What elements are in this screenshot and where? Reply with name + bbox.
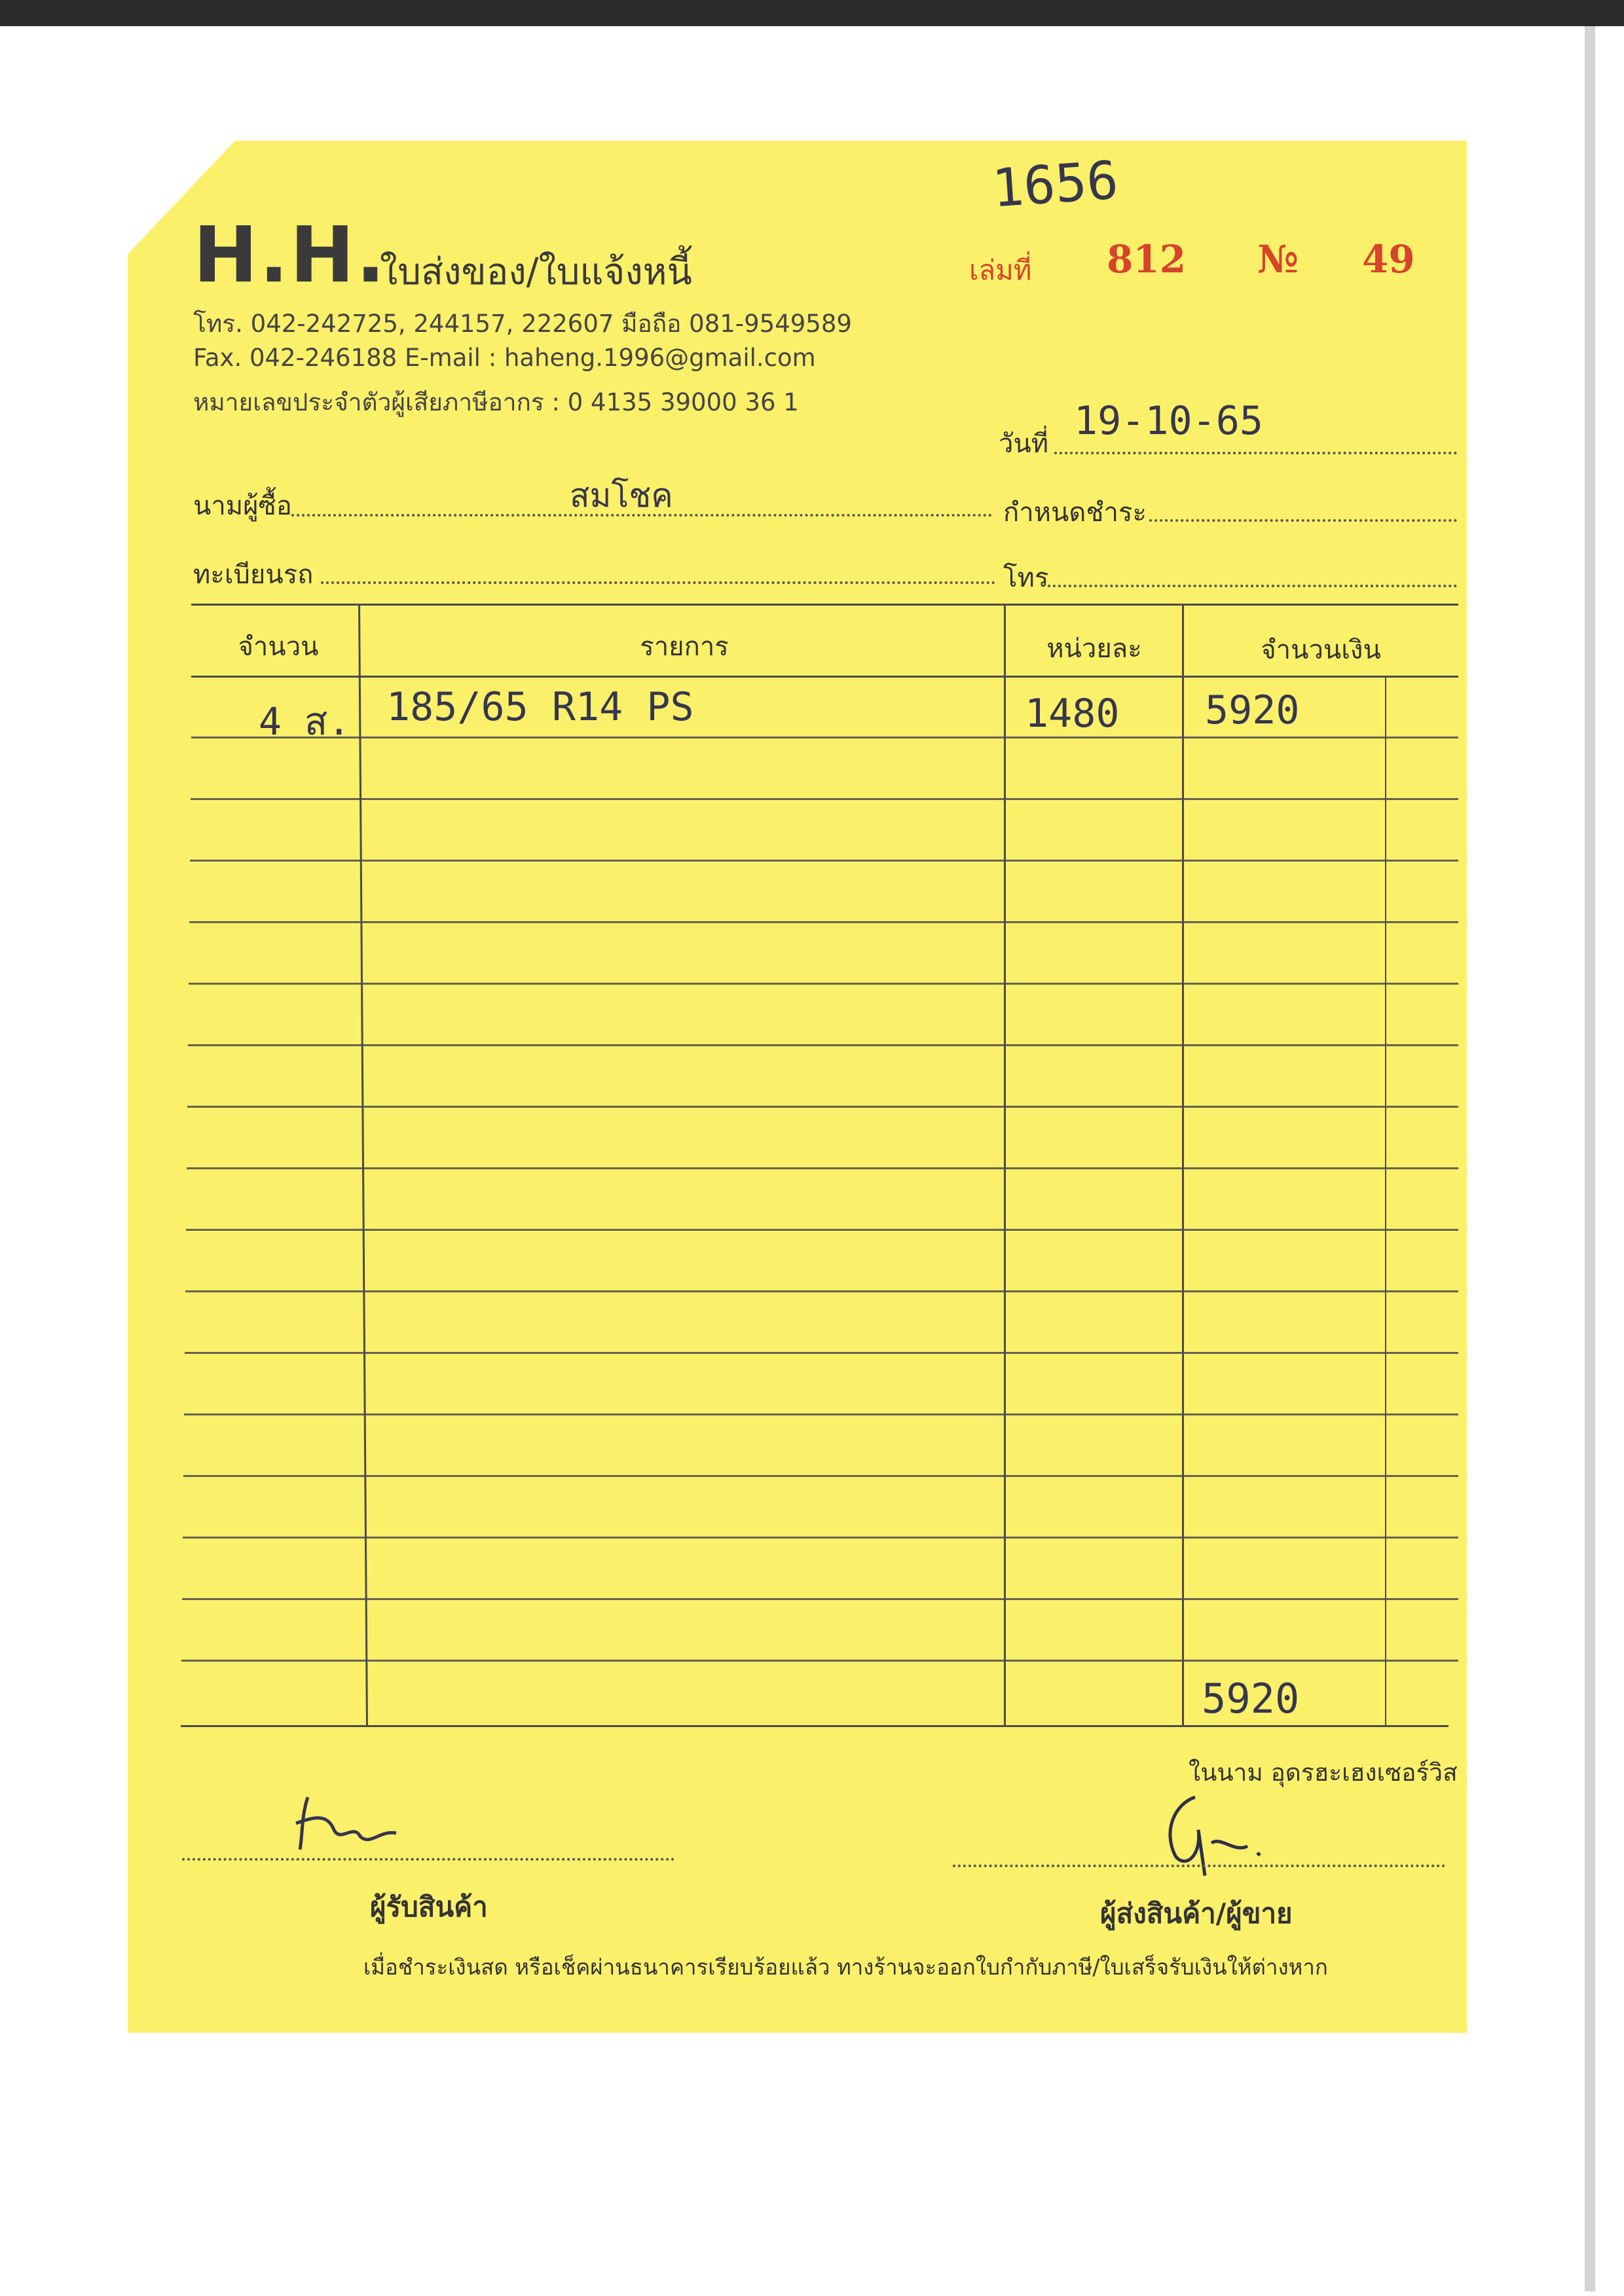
sender-signature [1149,1791,1280,1882]
number-sign: № [1257,237,1299,282]
buyer-value: สมโชค [570,477,673,515]
table-row-line [182,1598,1458,1600]
date-dotted-line [1054,452,1457,454]
total-amount: 5920 [1202,1675,1300,1722]
company-logo: H.H. [193,210,387,300]
table-bottom-line [181,1725,1449,1727]
table-row-line [189,983,1458,985]
serial-number: 49 [1362,237,1415,282]
table-row-line [181,1660,1458,1662]
tel-dotted-line [1048,585,1457,587]
scan-right-edge [1585,26,1595,2291]
date-label: วันที่ [999,429,1049,459]
sender-dotted-line [953,1865,1445,1867]
book-number: 812 [1107,237,1187,282]
table-row-line [184,1413,1458,1415]
buyer-label: นามผู้ซื้อ [193,491,292,521]
payment-note: เมื่อชำระเงินสด หรือเช็คผ่านธนาคารเรียบร้อยแล้ว ทางร้านจะออกใบกำกับภาษี/ใบเสร็จรับเงินให้ต่างหาก [363,1954,1328,1980]
satang-column-divider [1385,676,1386,1726]
amount-column-header: จำนวนเงิน [1261,635,1381,665]
fax-line: Fax. 042-246188 E-mail : haheng.1996@gmail.com [193,344,816,372]
table-row-line [185,1352,1458,1354]
table-row-line [185,1290,1458,1292]
table-row-line [183,1537,1458,1539]
table-row-line [189,921,1458,923]
table-row-line [191,737,1458,738]
row-qty: 4 ส. [259,699,351,744]
table-row-line [187,1106,1458,1108]
receiver-dotted-line [182,1858,674,1861]
row-item: 185/65 R14 PS [386,684,694,730]
row-unit-price: 1480 [1025,691,1120,737]
row-amount: 5920 [1205,687,1300,733]
item-column-header: รายการ [640,632,729,662]
table-top-line [191,604,1458,606]
document-title: ใบส่งของ/ใบแจ้งหนี้ [380,251,692,293]
scan-top-border [0,0,1624,26]
receiver-label: ผู้รับสินค้า [370,1891,488,1923]
phone-line: โทร. 042-242725, 244157, 222607 มือถือ 081-9549589 [193,310,852,338]
buyer-dotted-line [291,514,992,517]
date-value: 19-10-65 [1074,398,1263,444]
table-row-line [190,860,1458,862]
unit-price-column-header: หน่วยละ [1046,634,1142,664]
item-column-divider [1004,604,1006,1726]
table-header-line [191,676,1458,678]
company-name-line: ในนาม อุดรฮะเฮงเซอร์วิส [1189,1758,1458,1787]
receiver-signature [288,1784,413,1856]
qty-column-header: จำนวน [238,632,319,662]
due-dotted-line [1149,519,1457,522]
table-row-line [183,1475,1458,1477]
book-label: เล่มที่ [969,254,1032,286]
handwritten-scan-note: 1656 [989,149,1120,219]
due-label: กำหนดชำระ [1003,498,1147,528]
taxid-line: หมายเลขประจำตัวผู้เสียภาษีอากร : 0 4135 39000 36 1 [193,388,799,416]
table-row-line [187,1167,1458,1169]
table-row-line [191,798,1458,800]
table-row-line [186,1229,1458,1231]
table-row-line [188,1044,1458,1046]
sender-label: ผู้ส่งสินค้า/ผู้ขาย [1100,1897,1293,1929]
tel-label: โทร [1003,563,1049,593]
price-column-divider [1182,604,1184,1726]
registration-label: ทะเบียนรถ [193,560,314,590]
invoice-paper [128,141,1467,2033]
registration-dotted-line [321,581,995,584]
